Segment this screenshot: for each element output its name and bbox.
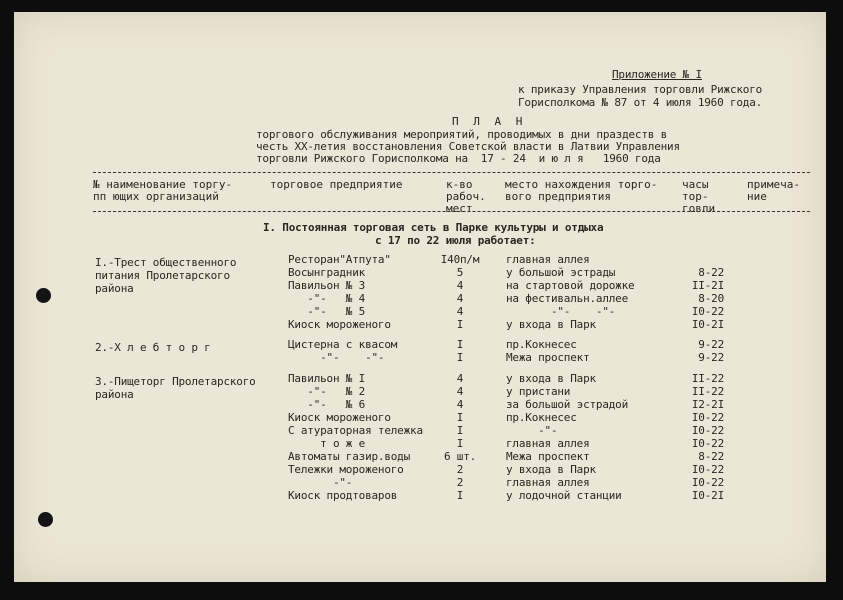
hours-cell: II-2I	[691, 279, 724, 292]
hours-cell: I0-2I	[691, 318, 724, 331]
column-header-c3: мест	[446, 202, 473, 215]
quantity-cell: 5	[456, 266, 464, 279]
table-rule	[93, 172, 810, 173]
column-header-c2: торговое предприятие	[270, 178, 403, 191]
hours-cell: I0-22	[691, 424, 724, 437]
section-title: I. Постоянная торговая сеть в Парке культуры и отдыха	[263, 221, 604, 234]
location-cell: -"-	[506, 424, 558, 437]
location-cell: у пристани	[506, 385, 571, 398]
quantity-cell: 4	[456, 385, 464, 398]
quantity-cell: I	[456, 411, 464, 424]
enterprise-cell: -"- № 2	[288, 385, 366, 398]
hours-cell: I0-22	[691, 437, 724, 450]
enterprise-cell: Цистерна с квасом	[288, 338, 398, 351]
location-cell: у большой эстрады	[506, 266, 616, 279]
organization-name: района	[95, 388, 134, 401]
enterprise-cell: Киоск мороженого	[288, 318, 391, 331]
quantity-cell: 4	[456, 305, 464, 318]
location-cell: пр.Кокнесес	[506, 411, 577, 424]
organization-name: питания Пролетарского	[95, 269, 230, 282]
location-cell: главная аллея	[506, 437, 590, 450]
enterprise-cell: -"- № 6	[288, 398, 366, 411]
hours-cell: 9-22	[698, 338, 724, 351]
column-header-c3: к-во	[446, 178, 473, 191]
location-cell: пр.Кокнесес	[506, 338, 577, 351]
column-header-c1: пп ющих организаций	[93, 190, 219, 203]
location-cell: на фестивальн.аллее	[506, 292, 629, 305]
column-header-c4: место нахождения торго-	[505, 178, 658, 191]
hours-cell: I0-22	[691, 305, 724, 318]
quantity-cell: I	[456, 318, 464, 331]
column-header-c5: говли	[682, 202, 716, 215]
enterprise-cell: -"- № 4	[288, 292, 366, 305]
column-header-c6: ние	[747, 190, 767, 203]
plan-title-line: торгового обслуживания мероприятий, проводимых в дни праздеств в	[256, 128, 668, 141]
enterprise-cell: Ресторан"Атпута"	[288, 253, 391, 266]
organization-name: I.-Трест общественного	[95, 256, 237, 269]
location-cell: у входа в Парк	[506, 463, 596, 476]
enterprise-cell: т о ж е	[288, 437, 366, 450]
location-cell: у лодочной станции	[506, 489, 622, 502]
location-cell: -"- -"-	[506, 305, 616, 318]
enterprise-cell: С атураторная тележка	[288, 424, 423, 437]
location-cell: у входа в Парк	[506, 318, 596, 331]
plan-heading: П Л А Н	[452, 115, 527, 128]
quantity-cell: I	[456, 351, 464, 364]
table-rule	[93, 211, 810, 212]
appendix-title: Приложение № I	[612, 68, 702, 81]
quantity-cell: 6 шт.	[443, 450, 477, 463]
column-header-c6: примеча-	[747, 178, 800, 191]
location-cell: за большой эстрадой	[506, 398, 629, 411]
quantity-cell: I	[456, 338, 464, 351]
enterprise-cell: Восынградник	[288, 266, 366, 279]
column-header-c3: рабоч.	[446, 190, 486, 203]
hours-cell: I0-2I	[691, 489, 724, 502]
plan-title-line: торговли Рижского Горисполкома на 17 - 24 и ю л я 1960 года	[256, 152, 661, 165]
enterprise-cell: Киоск продтоваров	[288, 489, 398, 502]
organization-name: 2.-Х л е б т о р г	[95, 341, 211, 354]
location-cell: на стартовой дорожке	[506, 279, 635, 292]
quantity-cell: I	[456, 489, 464, 502]
hours-cell: I0-22	[691, 476, 724, 489]
appendix-ref-line: Горисполкома № 87 от 4 июля 1960 года.	[518, 96, 763, 109]
organization-name: района	[95, 282, 134, 295]
quantity-cell: I	[456, 424, 464, 437]
location-cell: Межа проспект	[506, 450, 590, 463]
enterprise-cell: Павильон № I	[288, 372, 366, 385]
quantity-cell: 4	[456, 292, 464, 305]
enterprise-cell: Павильон № 3	[288, 279, 366, 292]
quantity-cell: 2	[456, 463, 464, 476]
punch-hole	[36, 288, 51, 303]
quantity-cell: 4	[456, 398, 464, 411]
quantity-cell: I40п/м	[440, 253, 480, 266]
quantity-cell: 2	[456, 476, 464, 489]
column-header-c5: часы	[682, 178, 709, 191]
location-cell: Межа проспект	[506, 351, 590, 364]
hours-cell: 8-22	[698, 266, 724, 279]
hours-cell: 8-20	[698, 292, 724, 305]
enterprise-cell: -"- № 5	[288, 305, 366, 318]
appendix-ref-line: к приказу Управления торговли Рижского	[518, 83, 763, 96]
hours-cell: 8-22	[698, 450, 724, 463]
punch-hole	[38, 512, 53, 527]
enterprise-cell: -"- -"-	[288, 351, 385, 364]
hours-cell: I0-22	[691, 463, 724, 476]
quantity-cell: 4	[456, 372, 464, 385]
hours-cell: I2-2I	[691, 398, 724, 411]
location-cell: главная аллея	[506, 476, 590, 489]
location-cell: у входа в Парк	[506, 372, 596, 385]
enterprise-cell: Киоск мороженого	[288, 411, 391, 424]
plan-title-line: честь ХХ-летия восстановления Советской власти в Латвии Управления	[256, 140, 680, 153]
hours-cell: II-22	[691, 372, 724, 385]
column-header-c4: вого предприятия	[505, 190, 611, 203]
hours-cell: 9-22	[698, 351, 724, 364]
enterprise-cell: Автоматы газир.воды	[288, 450, 411, 463]
enterprise-cell: Тележки мороженого	[288, 463, 404, 476]
quantity-cell: 4	[456, 279, 464, 292]
organization-name: 3.-Пищеторг Пролетарского	[95, 375, 256, 388]
enterprise-cell: -"-	[288, 476, 353, 489]
hours-cell: I0-22	[691, 411, 724, 424]
column-header-c1: № наименование торгу-	[93, 178, 233, 191]
quantity-cell: I	[456, 437, 464, 450]
column-header-c5: тор-	[682, 190, 709, 203]
location-cell: главная аллея	[506, 253, 590, 266]
hours-cell: II-22	[691, 385, 724, 398]
section-subtitle: с 17 по 22 июля работает:	[375, 234, 536, 247]
